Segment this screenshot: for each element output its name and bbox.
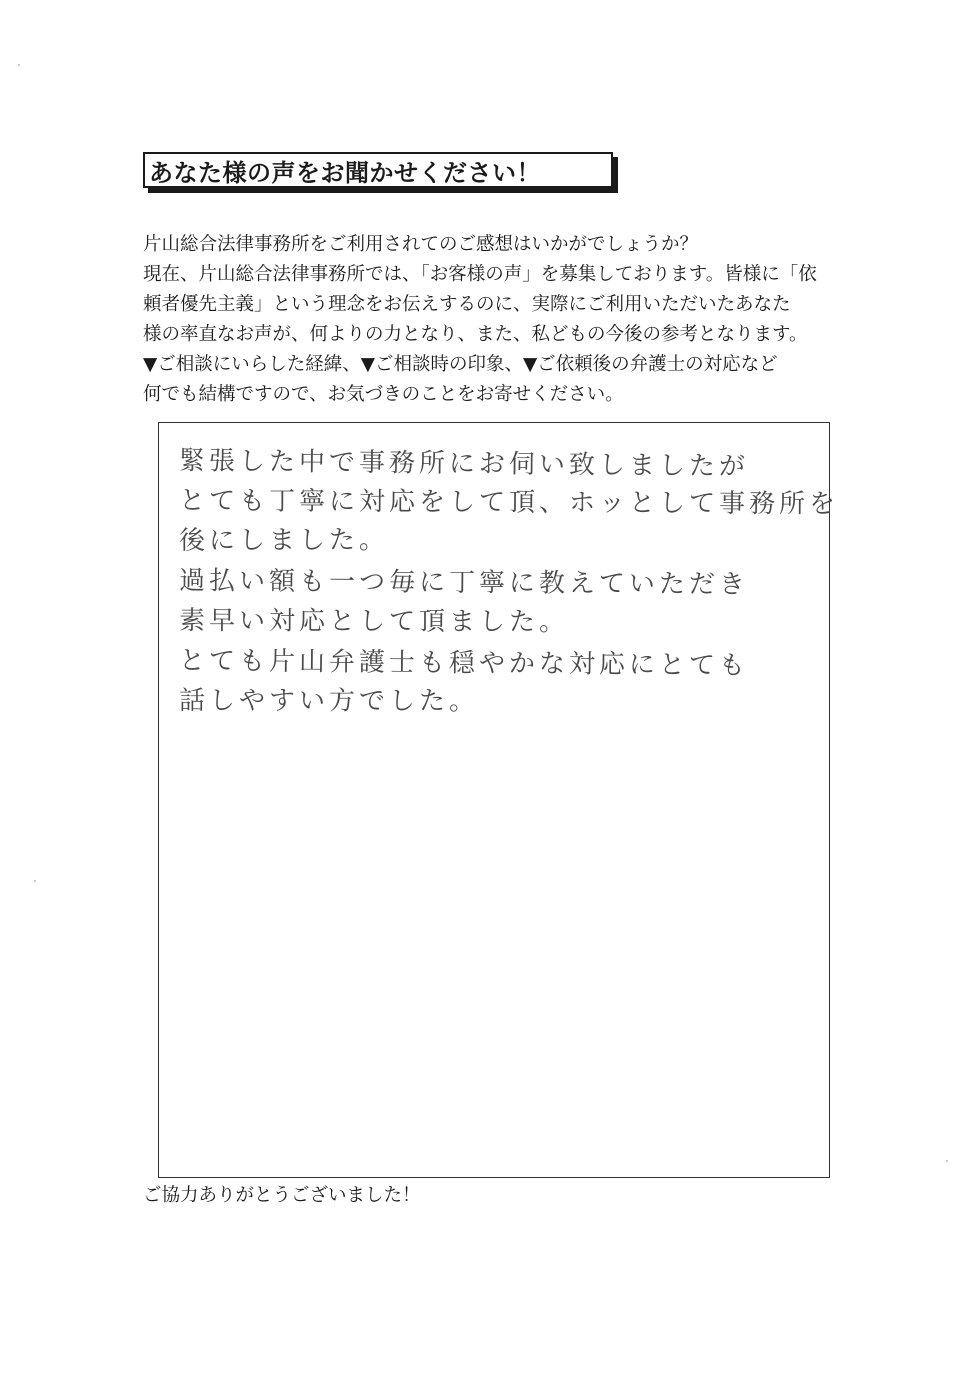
handwritten-line: 過払い額も一つ毎に丁寧に教えていただき (178, 566, 750, 600)
title-box (143, 152, 613, 188)
handwritten-line: 緊張した中で事務所にお伺い致しましたが (178, 446, 750, 482)
intro-line: 様の率直なお声が、何よりの力となり、また、私どもの今後の参考となります。 (143, 324, 808, 345)
intro-line: ▼ご相談にいらした経緯、▼ご相談時の印象、▼ご依頼後の弁護士の対応など (143, 354, 778, 375)
handwritten-response (178, 441, 840, 721)
handwritten-line: とても片山弁護士も穏やかな対応にとても (178, 646, 750, 681)
intro-line: 何でも結構ですので、お気づきのことをお寄せください。 (143, 384, 624, 405)
intro-paragraph (143, 230, 863, 410)
handwritten-line: 話しやすい方でした。 (178, 686, 480, 717)
intro-line: 片山総合法律事務所をご利用されてのご感想はいかがでしょうか？ (143, 234, 699, 255)
intro-line: 頼者優先主義」という理念をお伝えするのに、実際にご利用いただいたあなた (143, 294, 791, 315)
page-title: あなた様の声をお聞かせください！ (149, 158, 541, 187)
handwritten-line: 後にしました。 (178, 525, 390, 556)
response-box (158, 422, 840, 1178)
handwritten-line: とても丁寧に対応をして頂、ホッとして事務所を (178, 486, 840, 520)
intro-line: 現在、片山総合法律事務所では、「お客様の声」を募集しております。皆様に「依 (143, 264, 817, 285)
scan-speck (18, 64, 20, 66)
handwritten-line: 素早い対応として頂ました。 (178, 606, 570, 638)
closing-thanks: ご協力ありがとうございました！ (143, 1185, 421, 1206)
scan-speck (946, 1160, 948, 1162)
scan-speck (34, 880, 36, 882)
